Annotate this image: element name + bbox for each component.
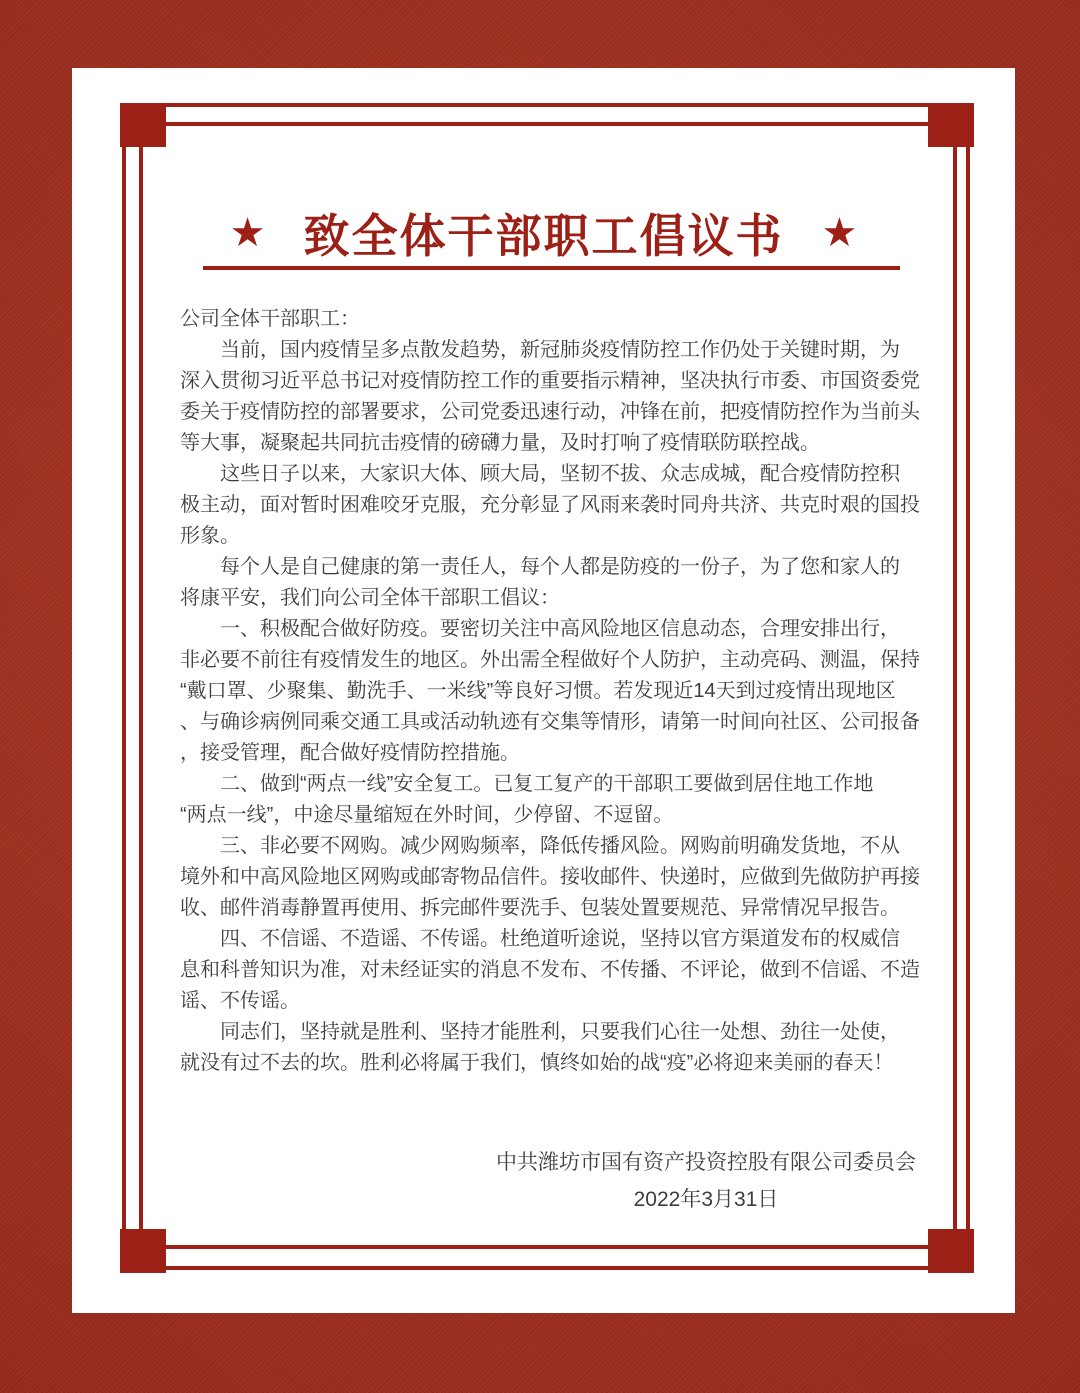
text-line: 息和科普知识为准，对未经证实的消息不发布、不传播、不评论，做到不信谣、不造 <box>180 959 920 981</box>
frame-corner-bottom-right <box>928 1229 974 1273</box>
signature-date: 2022年3月31日 <box>633 1188 779 1211</box>
star-icon: ★ <box>821 211 858 255</box>
text-line: 等大事，凝聚起共同抗击疫情的磅礴力量，及时打响了疫情联防联控战。 <box>180 432 820 454</box>
text-line: 二、做到“两点一线”安全复工。已复工复产的干部职工要做到居住地工作地 <box>180 773 874 795</box>
text-line: ，接受管理，配合做好疫情防控措施。 <box>180 742 520 764</box>
text-line: 、与确诊病例同乘交通工具或活动轨迹有交集等情形，请第一时间向社区、公司报备 <box>180 711 920 733</box>
title-row <box>72 200 1015 266</box>
frame-corner-top-right <box>928 103 974 147</box>
signature-block <box>496 1144 916 1218</box>
text-line: 一、积极配合做好防疫。要密切关注中高风险地区信息动态，合理安排出行， <box>180 618 900 640</box>
text-line: 每个人是自己健康的第一责任人，每个人都是防疫的一份子，为了您和家人的 <box>180 556 900 578</box>
text-line: 形象。 <box>180 525 240 547</box>
body-text <box>180 304 920 1079</box>
text-line: 三、非必要不网购。减少网购频率，降低传播风险。网购前明确发货地，不从 <box>180 835 900 857</box>
signature-organization: 中共潍坊市国有资产投资控股有限公司委员会 <box>496 1151 916 1174</box>
text-line: 四、不信谣、不造谣、不传谣。杜绝道听途说，坚持以官方渠道发布的权威信 <box>180 928 900 950</box>
text-line: 深入贯彻习近平总书记对疫情防控工作的重要指示精神，坚决执行市委、市国资委党 <box>180 370 920 392</box>
text-line: 这些日子以来，大家识大体、顾大局，坚韧不拔、众志成城，配合疫情防控积 <box>180 463 900 485</box>
text-line: “戴口罩、少聚集、勤洗手、一米线”等良好习惯。若发现近14天到过疫情出现地区 <box>180 680 896 702</box>
frame-corner-top-left <box>120 103 166 147</box>
text-line: “两点一线”，中途尽量缩短在外时间，少停留、不逗留。 <box>180 804 674 826</box>
text-line: 将康平安，我们向公司全体干部职工倡议： <box>180 587 560 609</box>
title-underline <box>203 266 900 270</box>
text-line: 极主动，面对暂时困难咬牙克服，充分彰显了风雨来袭时同舟共济、共克时艰的国投 <box>180 494 920 516</box>
text-line: 当前，国内疫情呈多点散发趋势，新冠肺炎疫情防控工作仍处于关键时期，为 <box>180 339 900 361</box>
page-title: 致全体干部职工倡议书 <box>303 210 784 262</box>
star-icon: ★ <box>229 211 266 255</box>
text-line: 收、邮件消毒静置再使用、拆完邮件要洗手、包装处置要规范、异常情况早报告。 <box>180 897 900 919</box>
text-line: 境外和中高风险地区网购或邮寄物品信件。接收邮件、快递时，应做到先做防护再接 <box>180 866 920 888</box>
frame-corner-bottom-left <box>120 1229 166 1273</box>
text-line: 谣、不传谣。 <box>180 990 300 1012</box>
document-page <box>72 68 1015 1313</box>
text-line: 同志们，坚持就是胜利、坚持才能胜利，只要我们心往一处想、劲往一处使， <box>180 1021 900 1043</box>
text-line: 公司全体干部职工： <box>180 308 360 330</box>
text-line: 非必要不前往有疫情发生的地区。外出需全程做好个人防护，主动亮码、测温，保持 <box>180 649 920 671</box>
text-line: 就没有过不去的坎。胜利必将属于我们，慎终如始的战“疫”必将迎来美丽的春天！ <box>180 1052 894 1074</box>
text-line: 委关于疫情防控的部署要求，公司党委迅速行动，冲锋在前，把疫情防控作为当前头 <box>180 401 920 423</box>
